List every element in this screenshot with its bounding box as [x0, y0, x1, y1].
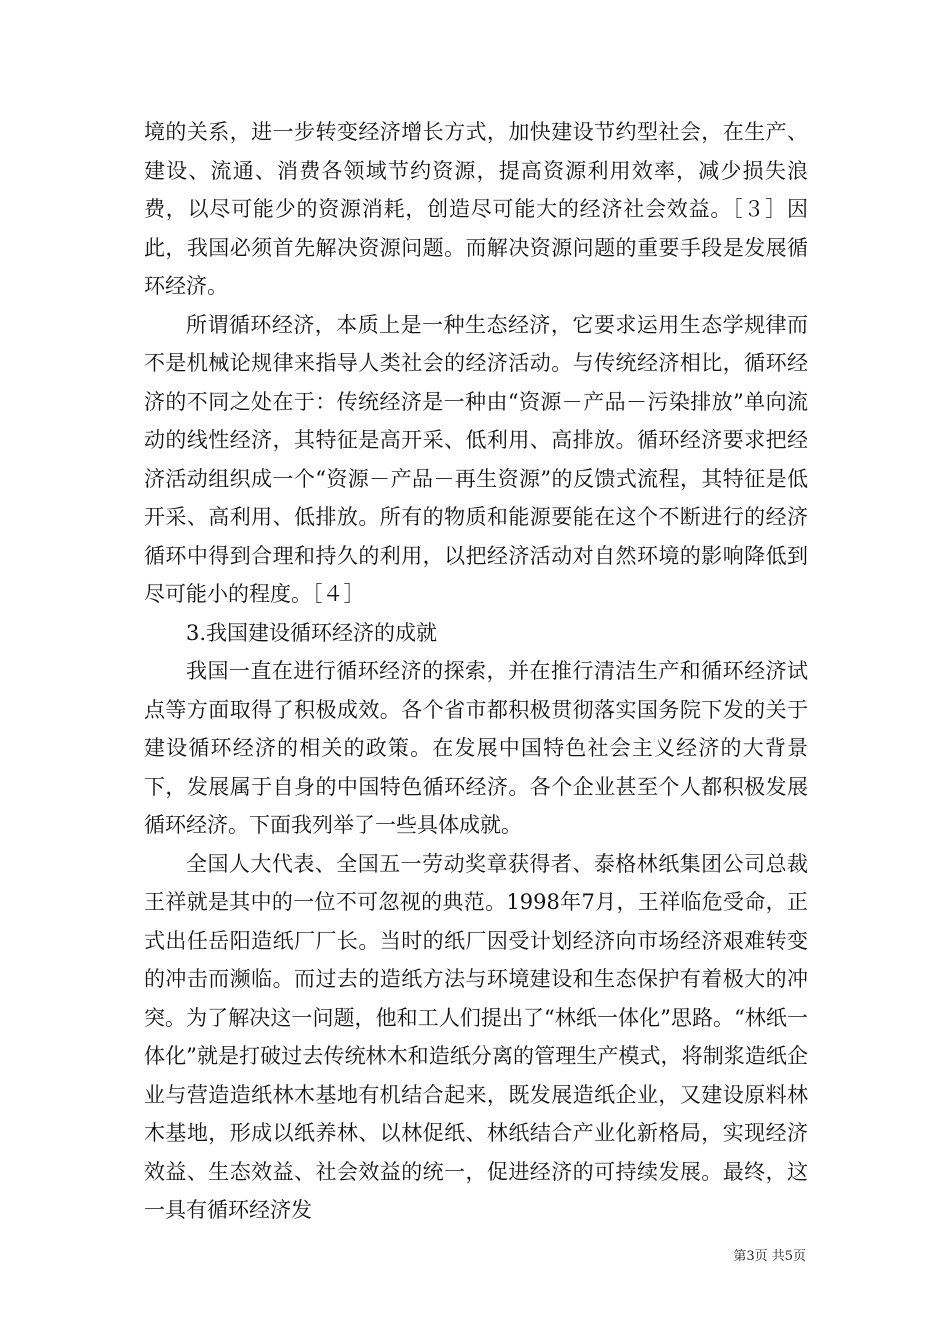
page-number: 第3页 共5页 [733, 1249, 806, 1264]
document-body [144, 113, 808, 1230]
paragraph-resource-efficiency: 境的关系，进一步转变经济增长方式，加快建设节约型社会，在生产、建设、流通、消费各领域节约资源，提高资源利用效率，减少损失浪费，以尽可能少的资源消耗，创造尽可能大的经济社会效益。［３］因此，我国必须首先解决资源问题。而解决资源问题的重要手段是发展循环经济。 [144, 120, 808, 298]
section-heading: 3.我国建设循环经济的成就 [186, 620, 438, 645]
paragraph-achievements-intro: 我国一直在进行循环经济的探索，并在推行清洁生产和循环经济试点等方面取得了积极成效。各个省市都积极贯彻落实国务院下发的关于建设循环经济的相关的政策。在发展中国特色社会主义经济的大背景下，发展属于自身的中国特色循环经济。各个企业甚至个人都积极发展循环经济。下面我列举了一些具体成就。 [144, 659, 808, 837]
paragraph-circular-economy-definition: 所谓循环经济，本质上是一种生态经济，它要求运用生态学规律而不是机械论规律来指导人类社会的经济活动。与传统经济相比，循环经济的不同之处在于：传统经济是一种由“资源－产品－污染排放”单向流动的线性经济，其特征是高开采、低利用、高排放。循环经济要求把经济活动组织成一个“资源－产品－再生资源”的反馈式流程，其特征是低开采、高利用、低排放。所有的物质和能源要能在这个不断进行的经济循环中得到合理和持久的利用，以把经济活动对自然环境的影响降低到尽可能小的程度。［４］ [144, 312, 808, 606]
paragraph-wang-xiang-example: 全国人大代表、全国五一劳动奖章获得者、泰格林纸集团公司总裁王祥就是其中的一位不可忽视的典范。1998年7月，王祥临危受命，正式出任岳阳造纸厂厂长。当时的纸厂因受计划经济向市场经济艰难转变的冲击而濒临。而过去的造纸方法与环境建设和生态保护有着极大的冲突。为了解决这一问题，他和工人们提出了“林纸一体化”思路。“林纸一体化”就是打破过去传统林木和造纸分离的管理生产模式，将制浆造纸企业与营造造纸林木基地有机结合起来，既发展造纸企业，又建设原料林木基地，形成以纸养林、以林促纸、林纸结合产业化新格局，实现经济效益、生态效益、社会效益的统一，促进经济的可持续发展。最终，这一具有循环经济发 [144, 851, 808, 1222]
